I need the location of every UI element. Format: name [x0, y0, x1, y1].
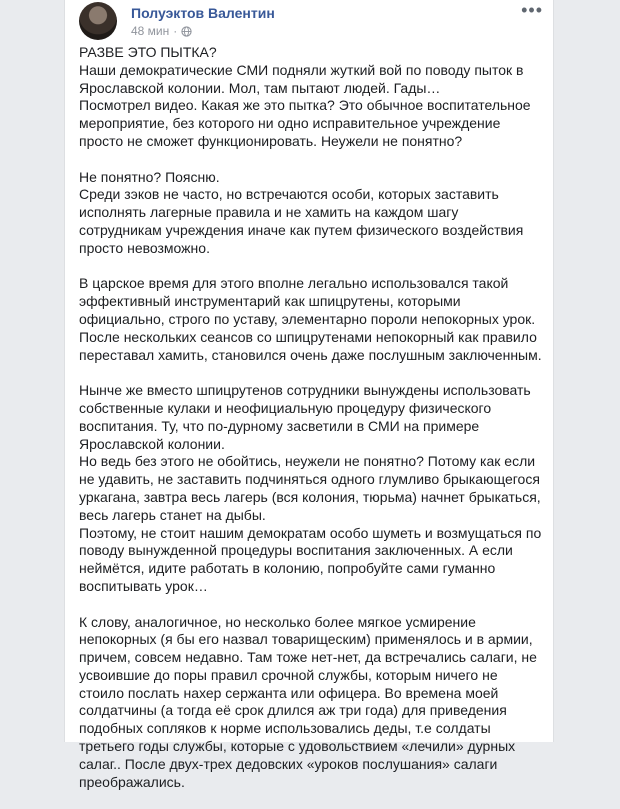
post-meta: [131, 24, 192, 38]
post-time[interactable]: 48 мин: [131, 24, 170, 38]
post-header: [79, 2, 545, 40]
meta-separator: ·: [173, 24, 178, 38]
post-paragraph: РАЗВЕ ЭТО ПЫТКА? Наши демократические СМИ подняли жуткий вой по поводу пыток в Ярославской колонии. Мол, там пытают людей. Гады… Посмотрел видео. Какая же это пытка? Это обычное воспитательное мероприятие, без которого ни одно исправительное учреждение просто не сможет функционировать. Неужели не понятно?: [79, 44, 531, 149]
post-paragraph: Нынче же вместо шпицрутенов сотрудники вынуждены использовать собственные кулаки и неофициальную процедуру физического воспитания. Ту, что по-дурному засветили в СМИ на примере Ярославской колонии. Но ведь без этого не обойтись, неужели не понятно? Потому как если не удавить, не заставить подчиняться одного глумливо брыкающегося уркагана, завтра весь лагерь (вся колония, тюрьма) начнет брыкаться, весь лагерь станет на дыбы. Поэтому, не стоит нашим демократам особо шуметь и возмущаться по поводу вынужденной процедуры воспитания заключенных. А если неймётся, идите работать в колонию, попробуйте сами гуманно воспитывать урок…: [79, 382, 542, 594]
post-card: [64, 0, 554, 790]
more-options-icon[interactable]: •••: [521, 0, 543, 20]
author-name[interactable]: Полуэктов Валентин: [131, 5, 275, 21]
post-text: [79, 44, 543, 809]
post-paragraph: К слову, аналогичное, но несколько более мягкое усмирение непокорных (я бы его назвал товарищеским) применялось и в армии, причем, совсем недавно. Там тоже нет-нет, да встречались салаги, не усвоившие до поры правил срочной службы, которым ничего не стоило послать нахер сержанта или офицера. Во времена моей солдатчины (а тогда её срок длился аж три года) для приведения подобных сопляков к норме использовались деды, т.е солдаты третьего годы службы, которые с удовольствием «лечили» дурных салаг.. После двух-трех дедовских «уроков послушания» салаги преображались.: [79, 613, 537, 790]
globe-icon[interactable]: [181, 26, 192, 37]
post-paragraph: В царское время для этого вполне легально использовался такой эффективный инструментарий как шпицрутены, которыми официально, строго по уставу, элементарно пороли непокорных урок. После нескольких сеансов со шпицрутенами непокорный как правило переставал хамить, становился очень даже послушным заключенным.: [79, 275, 542, 363]
post-paragraph: Не понятно? Поясню. Среди зэков не часто, но встречаются особи, которых заставить исполнять лагерные правила и не хамить на каждом шагу сотрудникам учреждения иначе как путем физического воздействия просто невозможно.: [79, 168, 524, 256]
avatar[interactable]: [79, 2, 117, 40]
